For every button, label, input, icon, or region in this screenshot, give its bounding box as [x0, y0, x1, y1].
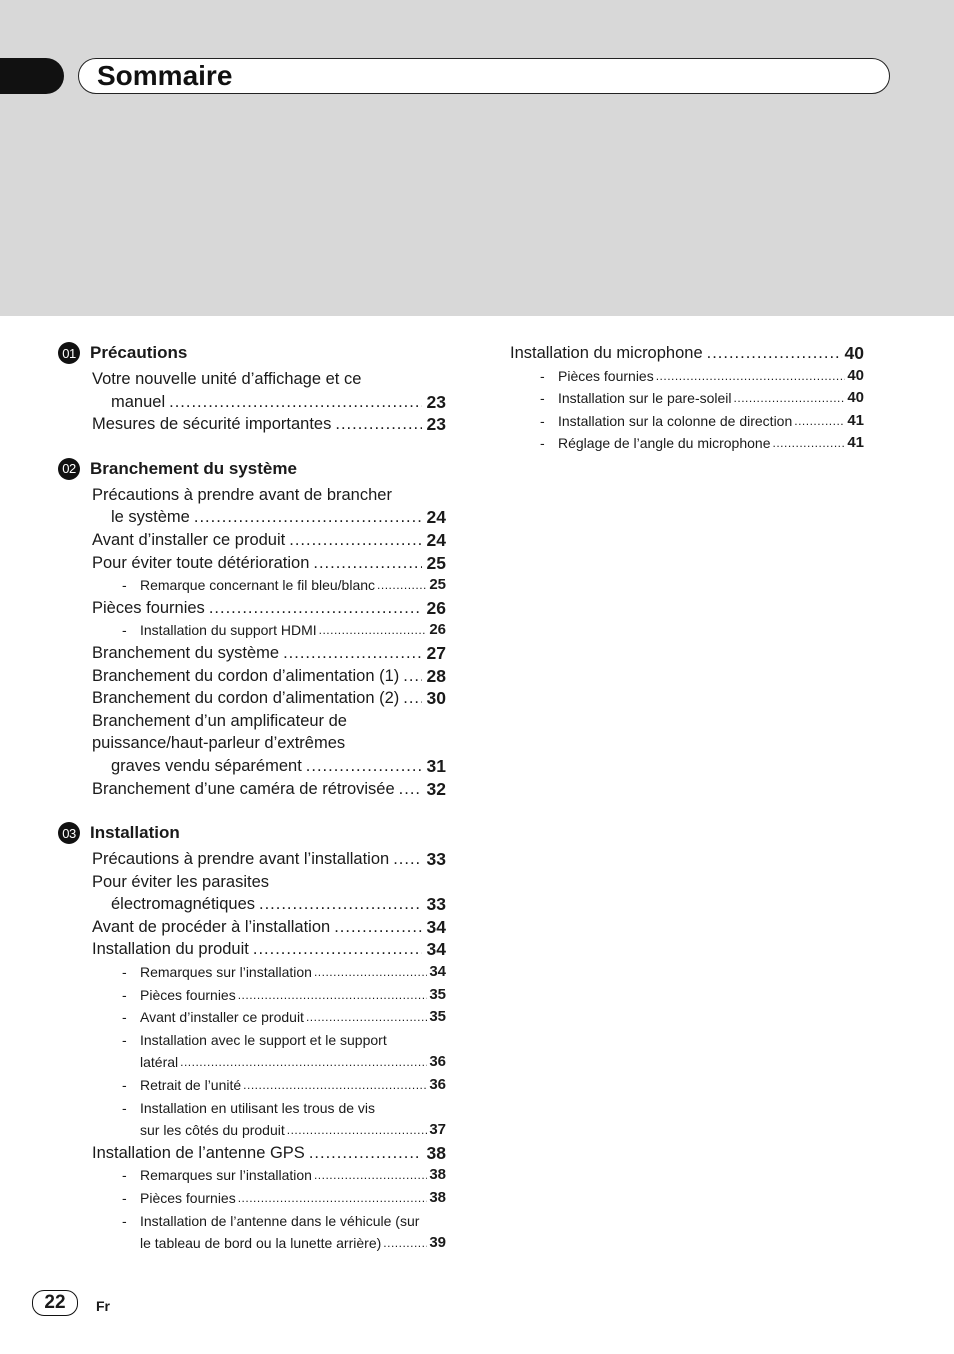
page-ref: 38 — [429, 1166, 446, 1184]
toc-subentry-text: Avant d’installer ce produit — [140, 1009, 304, 1026]
page-number: 22 — [32, 1290, 78, 1316]
toc-subentry-text: Installation sur le pare-soleil — [558, 390, 732, 407]
dash-marker: - — [122, 986, 127, 1003]
toc-subentry-text: le tableau de bord ou la lunette arrière) — [140, 1235, 382, 1252]
leader-dots — [656, 365, 846, 388]
toc-entry[interactable] — [58, 687, 446, 710]
toc-entry-line: puissance/haut-parleur d’extrêmes — [92, 734, 346, 753]
leader-dots — [243, 1074, 427, 1097]
toc-entry[interactable] — [58, 391, 446, 414]
leader-dots — [313, 552, 422, 575]
leader-dots — [169, 391, 422, 414]
toc-subentry[interactable] — [510, 410, 864, 433]
dash-marker: - — [122, 964, 127, 981]
leader-dots — [306, 1006, 427, 1029]
toc-entry-text: Installation du produit — [92, 940, 249, 959]
toc-subentry-text: Installation sur la colonne de direction — [558, 412, 793, 429]
toc-entry-text: Mesures de sécurité importantes — [92, 415, 332, 434]
section-number-badge: 03 — [58, 822, 80, 844]
leader-dots — [180, 1051, 427, 1074]
toc-subentry-text: Remarques sur l’installation — [140, 964, 312, 981]
toc-entry-text: Branchement du système — [92, 643, 280, 662]
toc-subentry[interactable] — [510, 432, 864, 455]
page-ref: 25 — [429, 576, 446, 594]
leader-dots — [289, 529, 422, 552]
dash-marker: - — [540, 412, 545, 429]
leader-dots — [335, 413, 422, 436]
leader-dots — [707, 342, 840, 365]
toc-entry-text: le système — [111, 508, 190, 527]
toc-subentry[interactable] — [58, 1187, 446, 1210]
toc-entry-line: Pour éviter les parasites — [92, 872, 269, 891]
leader-dots — [259, 893, 422, 916]
toc-subentry[interactable] — [58, 1074, 446, 1097]
toc-entry-text: électromagnétiques — [111, 895, 256, 914]
toc-subentry-text: Pièces fournies — [140, 1190, 236, 1206]
dash-marker: - — [122, 622, 127, 639]
page-ref: 33 — [426, 894, 446, 915]
leader-dots — [393, 848, 422, 871]
toc-right-column — [510, 340, 864, 475]
toc-entry-text: Pièces fournies — [92, 598, 205, 617]
leader-dots — [306, 755, 422, 778]
section-heading — [58, 820, 446, 846]
toc-entry[interactable] — [510, 342, 864, 365]
language-label: Fr — [96, 1298, 110, 1314]
toc-left-column — [58, 340, 446, 1275]
toc-subentry-line — [58, 1029, 446, 1052]
leader-dots — [334, 916, 422, 939]
toc-entry[interactable] — [58, 1142, 446, 1165]
dash-marker: - — [122, 1099, 127, 1116]
dash-marker: - — [540, 390, 545, 407]
toc-subentry[interactable] — [58, 1051, 446, 1074]
leader-dots — [253, 938, 422, 961]
toc-entry[interactable] — [58, 778, 446, 801]
dash-marker: - — [122, 1190, 127, 1206]
dash-marker: - — [122, 1167, 127, 1184]
dash-marker: - — [122, 1009, 127, 1026]
page-ref: 23 — [426, 414, 446, 435]
leader-dots — [794, 410, 845, 433]
toc-entry-line: Votre nouvelle unité d’affichage et ce — [92, 370, 362, 388]
page-ref: 34 — [426, 939, 446, 960]
toc-entry-text: Branchement d’une caméra de rétrovisée — [92, 779, 395, 798]
toc-entry-line: Branchement d’un amplificateur de — [92, 711, 347, 730]
page-ref: 40 — [844, 343, 864, 363]
toc-subentry-text: Remarques sur l’installation — [140, 1167, 312, 1184]
toc-entry-text: Installation du microphone — [510, 344, 703, 362]
toc-entry-text: Branchement du cordon d’alimentation (1) — [92, 666, 400, 685]
toc-entry[interactable] — [58, 413, 446, 436]
toc-subentry-text: Installation en utilisant les trous de vis — [140, 1099, 376, 1116]
toc-subentry-text: Remarque concernant le fil bleu/blanc — [140, 577, 376, 594]
leader-dots — [238, 1187, 428, 1210]
page-ref: 24 — [426, 529, 446, 550]
page-ref: 26 — [426, 597, 446, 618]
toc-section — [58, 340, 446, 436]
toc-subentry[interactable] — [58, 1119, 446, 1142]
leader-dots — [403, 665, 422, 688]
leader-dots — [209, 597, 422, 620]
leader-dots — [772, 432, 845, 455]
toc-subentry[interactable] — [58, 574, 446, 597]
header-pill — [78, 58, 890, 94]
page-ref: 35 — [429, 1008, 446, 1026]
leader-dots — [287, 1119, 428, 1142]
toc-subentry[interactable] — [510, 387, 864, 410]
header-tab — [0, 58, 64, 94]
section-number-badge: 02 — [58, 458, 80, 480]
leader-dots — [319, 619, 428, 642]
toc-entry[interactable] — [58, 916, 446, 939]
leader-dots — [309, 1142, 422, 1165]
dash-marker: - — [540, 435, 545, 452]
page-ref: 25 — [426, 552, 446, 573]
page-ref: 23 — [426, 391, 446, 412]
section-heading — [58, 340, 446, 366]
toc-subentry-text: Retrait de l’unité — [140, 1077, 242, 1094]
toc-section — [58, 820, 446, 1255]
section-title: Branchement du système — [90, 458, 297, 478]
toc-entry-text: manuel — [111, 392, 166, 411]
toc-section — [58, 456, 446, 800]
toc-subentry-text: latéral — [140, 1054, 179, 1071]
toc-subentry-text: Réglage de l’angle du microphone — [558, 435, 771, 452]
section-heading — [58, 456, 446, 482]
toc-subentry[interactable] — [58, 619, 446, 642]
dash-marker: - — [122, 1077, 127, 1094]
toc-entry[interactable] — [58, 642, 446, 665]
toc-subentry-text: Installation de l’antenne dans le véhicule (sur — [140, 1212, 420, 1229]
leader-dots — [238, 984, 428, 1007]
toc-subentry-text: Installation avec le support et le support — [140, 1031, 387, 1048]
page-ref: 41 — [847, 434, 864, 452]
toc-entry-text: Installation de l’antenne GPS — [92, 1143, 305, 1162]
toc-subentry[interactable] — [58, 1006, 446, 1029]
page-ref: 26 — [429, 621, 446, 639]
toc-entry-text: Avant de procéder à l’installation — [92, 917, 331, 936]
toc-entry[interactable] — [58, 552, 446, 575]
toc-subentry[interactable] — [58, 961, 446, 984]
page-ref: 31 — [426, 755, 446, 776]
leader-dots — [194, 506, 422, 529]
dash-marker: - — [122, 1212, 127, 1229]
toc-entry[interactable] — [58, 506, 446, 529]
section-number-badge: 01 — [58, 342, 80, 364]
leader-dots — [377, 574, 427, 597]
toc-entry-text: graves vendu séparément — [111, 756, 302, 775]
header-band — [0, 0, 954, 316]
toc-subentry-line — [58, 1210, 446, 1233]
page-ref: 37 — [429, 1121, 446, 1139]
page-ref: 30 — [426, 688, 446, 709]
page-ref: 40 — [847, 366, 864, 384]
toc-subentry-text: sur les côtés du produit — [140, 1122, 285, 1139]
section-title: Précautions — [90, 343, 188, 362]
leader-dots — [403, 687, 422, 710]
toc-entry[interactable] — [58, 848, 446, 871]
page-ref: 40 — [847, 389, 864, 407]
toc-entry[interactable] — [58, 597, 446, 620]
page-ref: 39 — [429, 1234, 446, 1252]
page-ref: 36 — [429, 1053, 446, 1071]
toc-entry[interactable] — [58, 755, 446, 778]
page-ref: 41 — [847, 411, 864, 429]
page-ref: 38 — [429, 1189, 446, 1206]
toc-entry-text: Branchement du cordon d’alimentation (2) — [92, 689, 400, 708]
toc-subentry-line — [58, 1097, 446, 1120]
page-ref: 36 — [429, 1076, 446, 1094]
page-ref: 34 — [426, 916, 446, 937]
toc-entry[interactable] — [58, 665, 446, 688]
page-ref: 24 — [426, 507, 446, 528]
dash-marker: - — [540, 367, 545, 384]
dash-marker: - — [122, 1031, 127, 1048]
toc-subentry-text: Pièces fournies — [140, 986, 236, 1003]
toc-entry-text: Avant d’installer ce produit — [92, 530, 286, 549]
toc-entry[interactable] — [58, 938, 446, 961]
toc-subentry-text: Pièces fournies — [558, 367, 654, 384]
toc-subentry[interactable] — [510, 365, 864, 388]
toc-section — [510, 342, 864, 455]
toc-entry[interactable] — [58, 529, 446, 552]
page-ref: 27 — [426, 642, 446, 663]
leader-dots — [314, 961, 427, 984]
page-ref: 35 — [429, 985, 446, 1003]
toc-subentry[interactable] — [58, 1164, 446, 1187]
page-ref: 38 — [426, 1142, 446, 1163]
page-ref: 28 — [426, 665, 446, 686]
toc-subentry[interactable] — [58, 1232, 446, 1255]
page-ref: 32 — [426, 778, 446, 799]
page-ref: 34 — [429, 963, 446, 981]
toc-entry-text: Précautions à prendre avant l’installation — [92, 850, 390, 869]
toc-entry-line: Précautions à prendre avant de brancher — [92, 485, 392, 504]
dash-marker: - — [122, 577, 127, 594]
leader-dots — [283, 642, 422, 665]
leader-dots — [734, 387, 846, 410]
leader-dots — [383, 1232, 427, 1255]
toc-subentry[interactable] — [58, 984, 446, 1007]
toc-entry[interactable] — [58, 893, 446, 916]
page-title: Sommaire — [97, 60, 233, 91]
toc-entry-text: Pour éviter toute détérioration — [92, 553, 310, 572]
leader-dots — [314, 1164, 427, 1187]
toc-subentry-text: Installation du support HDMI — [140, 622, 317, 639]
page-ref: 33 — [426, 849, 446, 870]
section-title: Installation — [90, 823, 180, 843]
leader-dots — [399, 778, 422, 801]
